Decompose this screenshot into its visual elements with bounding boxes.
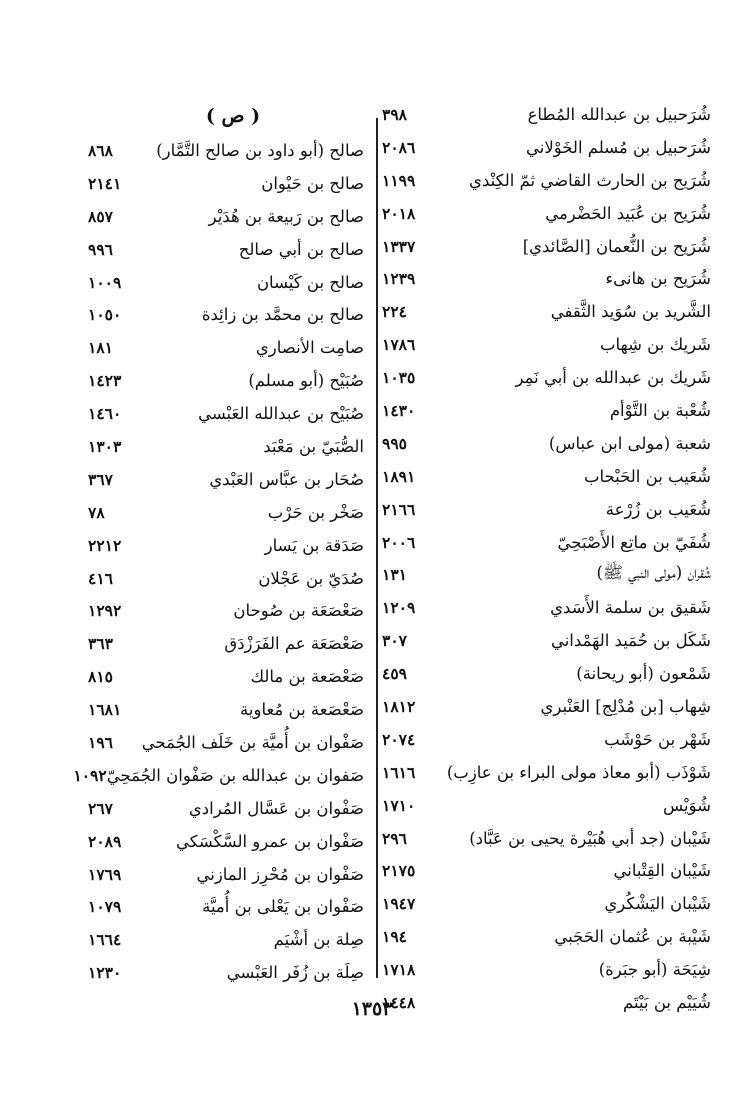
index-entry [378, 460, 713, 493]
entry-name: صَفوان بن عبدالله بن صَفْوان الجُمَحِيّ [106, 765, 364, 785]
entry-number: ٧٨ [88, 502, 105, 522]
entry-number: ١٦٨١ [88, 700, 122, 720]
index-entry [378, 526, 713, 559]
entry-name: شَيْبان اليَشْكُري [604, 894, 711, 914]
entry-number: ٤١٦ [88, 568, 113, 588]
entry-number: ١٦١٦ [382, 762, 416, 782]
entry-name: الصُّبَيّ بن مَعْبَد [263, 436, 364, 456]
index-entry [378, 361, 713, 394]
index-entry [88, 397, 378, 430]
entry-number: ١٣٣٧ [382, 236, 416, 256]
entry-number: ١٤٤٨ [382, 992, 416, 1012]
entry-name: شعبة (مولى ابن عباس) [548, 433, 711, 453]
index-entry [378, 690, 713, 723]
index-entry [88, 266, 378, 299]
entry-name: شَريك بن عبدالله بن أبي نَمِر [515, 368, 711, 388]
index-entry [88, 529, 378, 562]
index-entry [88, 890, 378, 923]
entry-name: صَعْصَعَة عم الفَرَزْدَق [224, 634, 364, 654]
index-entry [88, 726, 378, 759]
left-column [73, 98, 378, 989]
entry-number: ١٢٩٢ [88, 601, 122, 621]
entry-number: ٨٥٧ [88, 206, 113, 226]
index-entry [73, 759, 378, 792]
index-entry [88, 200, 378, 233]
entry-name: صَدَقة بن يَسار [264, 535, 364, 555]
entry-number: ١٧١٨ [382, 960, 416, 980]
index-entry [88, 298, 378, 331]
entry-name: شَريك بن شِهاب [599, 335, 711, 355]
entry-name: شُوَيْس [663, 795, 711, 815]
entry-number: ١٣١ [382, 565, 407, 585]
index-entry [378, 887, 713, 920]
index-entry [88, 858, 378, 891]
entry-number: ٢٢٤ [382, 302, 407, 322]
index-entry [88, 463, 378, 496]
index-entry [88, 233, 378, 266]
entry-name: شُرَحبيل بن عبدالله المُطاع [527, 104, 711, 124]
entry-name: شَيْبان (جد أبي هُبَيْرة يحيى بن عَبَّاد) [469, 828, 711, 848]
index-entry [378, 295, 713, 328]
entry-number: ٤٥٩ [382, 664, 407, 684]
entry-number: ١٨١ [88, 338, 113, 358]
entry-name: شُرَحبيل بن مُسلم الخَوْلاني [525, 137, 711, 157]
entry-name: شُرَيح بن النُّعمان [الصَّائدي] [522, 236, 711, 256]
entry-name: صَفْوان بن عمرو السَّكْسَكي [176, 831, 364, 851]
entry-number: ٢٦٧ [88, 798, 113, 818]
index-entry [378, 953, 713, 986]
entry-number: ٢٢١٢ [88, 535, 122, 555]
entry-name: شُيَيْم بن بَيْتَم [623, 992, 711, 1012]
entry-number: ١١٩٩ [382, 170, 416, 190]
index-entry [88, 956, 378, 989]
entry-number: ٢٠٠٦ [382, 532, 416, 552]
index-entry [378, 164, 713, 197]
entry-number: ١٤٢٣ [88, 371, 122, 391]
entry-name: صَفْوان بن أُميَّة بن خَلَف الجُمَحي [141, 732, 364, 752]
index-entry [378, 493, 713, 526]
index-entry [88, 923, 378, 956]
entry-number: ١٩٤٧ [382, 894, 416, 914]
entry-number: ٢١٦٦ [382, 499, 416, 519]
entry-name: الشَّريد بن سُوَيد الثَّقفي [550, 302, 711, 322]
entry-name: صالح بن أبي صالح [238, 239, 364, 259]
index-entry [88, 792, 378, 825]
index-entry [88, 594, 378, 627]
entry-name: شُقران (مولى النبي ﷺ) [596, 562, 711, 582]
entry-number: ١٠٧٩ [88, 897, 122, 917]
entry-number: ٩٩٦ [88, 239, 113, 259]
index-entry [378, 756, 713, 789]
entry-name: صَعْصَعَة بن صُوحان [233, 601, 364, 621]
entry-number: ٢٠٨٩ [88, 831, 122, 851]
entry-number: ١٠٥٠ [88, 305, 122, 325]
entry-number: ٢٩٦ [382, 828, 407, 848]
entry-number: ١٩٤ [382, 927, 407, 947]
entry-number: ٢٠٧٤ [382, 729, 416, 749]
entry-name: صَفْوان بن مُحْرِز المازني [196, 864, 364, 884]
entry-number: ١٤٦٠ [88, 404, 122, 424]
entry-name: شُرَيح بن عُبَيد الحَضْرمي [545, 203, 711, 223]
index-entry [88, 627, 378, 660]
index-entry [378, 427, 713, 460]
entry-number: ١٨٩١ [382, 466, 416, 486]
entry-name: شَوْذَب (أبو معاذ مولى البراء بن عازِب) [446, 762, 711, 782]
index-entry [378, 591, 713, 624]
entry-name: صُبَيْح (أبو مسلم) [248, 371, 364, 391]
entry-number: ١٠٠٩ [88, 272, 122, 292]
entry-number: ٩٩٥ [382, 433, 407, 453]
page-number: ١٣٥٣ [351, 998, 393, 1020]
index-entry [378, 131, 713, 164]
entry-number: ١٢٣٩ [382, 269, 416, 289]
index-entry [88, 825, 378, 858]
entry-number: ٨١٥ [88, 667, 113, 687]
entry-number: ٣٦٧ [88, 469, 113, 489]
index-entry [378, 262, 713, 295]
index-entry [88, 331, 378, 364]
index-entry [88, 660, 378, 693]
entry-name: شُعَيب بن زُرْعة [605, 499, 711, 519]
entry-name: صالح بن رَبيعة بن هُدَيْر [208, 206, 364, 226]
entry-name: صُحَار بن عبَّاس العَبْدي [209, 469, 364, 489]
entry-number: ١٧١٠ [382, 795, 416, 815]
entry-number: ١٦٦٤ [88, 930, 122, 950]
entry-name: شَقيق بن سلمة الأَسَدي [550, 598, 711, 618]
entry-number: ١٢٣٠ [88, 963, 122, 983]
entry-name: شَيْبة بن عُثمان الحَجَبي [554, 927, 711, 947]
entry-name: صُدَيّ بن عَجْلان [258, 568, 364, 588]
entry-name: صَعْصَعة بن مالك [250, 667, 364, 687]
index-entry [378, 328, 713, 361]
entry-name: شُرَيح بن هانىء [605, 269, 711, 289]
entry-name: شَمْعون (أبو ريحانة) [576, 664, 711, 684]
index-entry [378, 624, 713, 657]
entry-number: ٣٠٧ [382, 631, 407, 651]
entry-name: شُعْبة بن التَّوْأم [609, 400, 711, 420]
entry-number: ٢٠١٨ [382, 203, 416, 223]
entry-number: ٢١٤١ [88, 173, 122, 193]
entry-number: ١٩٦ [88, 732, 113, 752]
entry-number: ٣٩٨ [382, 104, 407, 124]
index-entry [88, 562, 378, 595]
index-entry [378, 657, 713, 690]
entry-name: شُعَيب بن الحَبْحاب [583, 466, 711, 486]
index-entry [88, 167, 378, 200]
entry-number: ٢١٧٥ [382, 861, 416, 881]
entry-name: شَكَل بن حُمَيد الهَمْداني [550, 631, 711, 651]
entry-name: شَيْبان القِتْباني [613, 861, 711, 881]
index-entry [88, 430, 378, 463]
index-entry [88, 134, 378, 167]
entry-number: ١٨١٢ [382, 696, 416, 716]
index-entry [378, 197, 713, 230]
entry-name: صِلة بن أشْيَم [273, 930, 364, 950]
entry-number: ١٠٩٢ [73, 765, 107, 785]
index-entry [378, 723, 713, 756]
entry-name: شَهْر بن حَوْشَب [604, 729, 711, 749]
index-entry [378, 98, 713, 131]
entry-number: ١٣٠٣ [88, 436, 122, 456]
index-entry [378, 230, 713, 263]
section-header-sad: ( ص ) [205, 105, 261, 127]
entry-number: ٢٠٨٦ [382, 137, 416, 157]
index-entry [88, 693, 378, 726]
entry-name: صُبَيْح بن عبدالله العَبْسي [198, 404, 364, 424]
index-entry [378, 394, 713, 427]
entry-name: صَعْصَعة بن مُعاوية [240, 700, 364, 720]
entry-name: صامِت الأنصاري [255, 338, 364, 358]
entry-name: شُفَيّ بن ماتِع الأَصْبَحِيّ [557, 532, 711, 552]
entry-number: ١٤٣٠ [382, 400, 416, 420]
entry-name: صَفْوان بن يَعْلى بن أُميَّة [202, 897, 364, 917]
index-entry [88, 364, 378, 397]
entry-name: صَفْوان بن عَسَّال المُرادي [188, 798, 364, 818]
index-entry [378, 822, 713, 855]
index-entry [88, 496, 378, 529]
entry-name: شِهاب [بن مُدْلِج] العَنْبري [540, 696, 711, 716]
entry-number: ١٠٣٥ [382, 368, 416, 388]
index-entry [378, 854, 713, 887]
index-entry [378, 920, 713, 953]
entry-name: صالح (أبو داود بن صالح التَّمَّار) [156, 140, 364, 160]
entry-name: شُرَيح بن الحارث القاضي ثمّ الكِنْدي [469, 170, 711, 190]
entry-number: ١٢٠٩ [382, 598, 416, 618]
entry-name: صالح بن محمَّد بن زائِدة [201, 305, 364, 325]
right-column [378, 98, 713, 1019]
entry-name: صالح بن كَيْسان [256, 272, 364, 292]
entry-number: ٨٦٨ [88, 140, 113, 160]
entry-name: صِلَة بن زُفَر العَبْسي [226, 963, 364, 983]
entry-number: ١٧٨٦ [382, 335, 416, 355]
entry-number: ١٧٦٩ [88, 864, 122, 884]
entry-number: ٣٦٣ [88, 634, 113, 654]
index-entry [378, 558, 713, 591]
index-entry [378, 789, 713, 822]
entry-name: صَخْر بن حَرْب [267, 502, 364, 522]
entry-name: شِيَحَة (أبو جبَرة) [598, 960, 711, 980]
entry-name: صالح بن حَيْوان [261, 173, 364, 193]
